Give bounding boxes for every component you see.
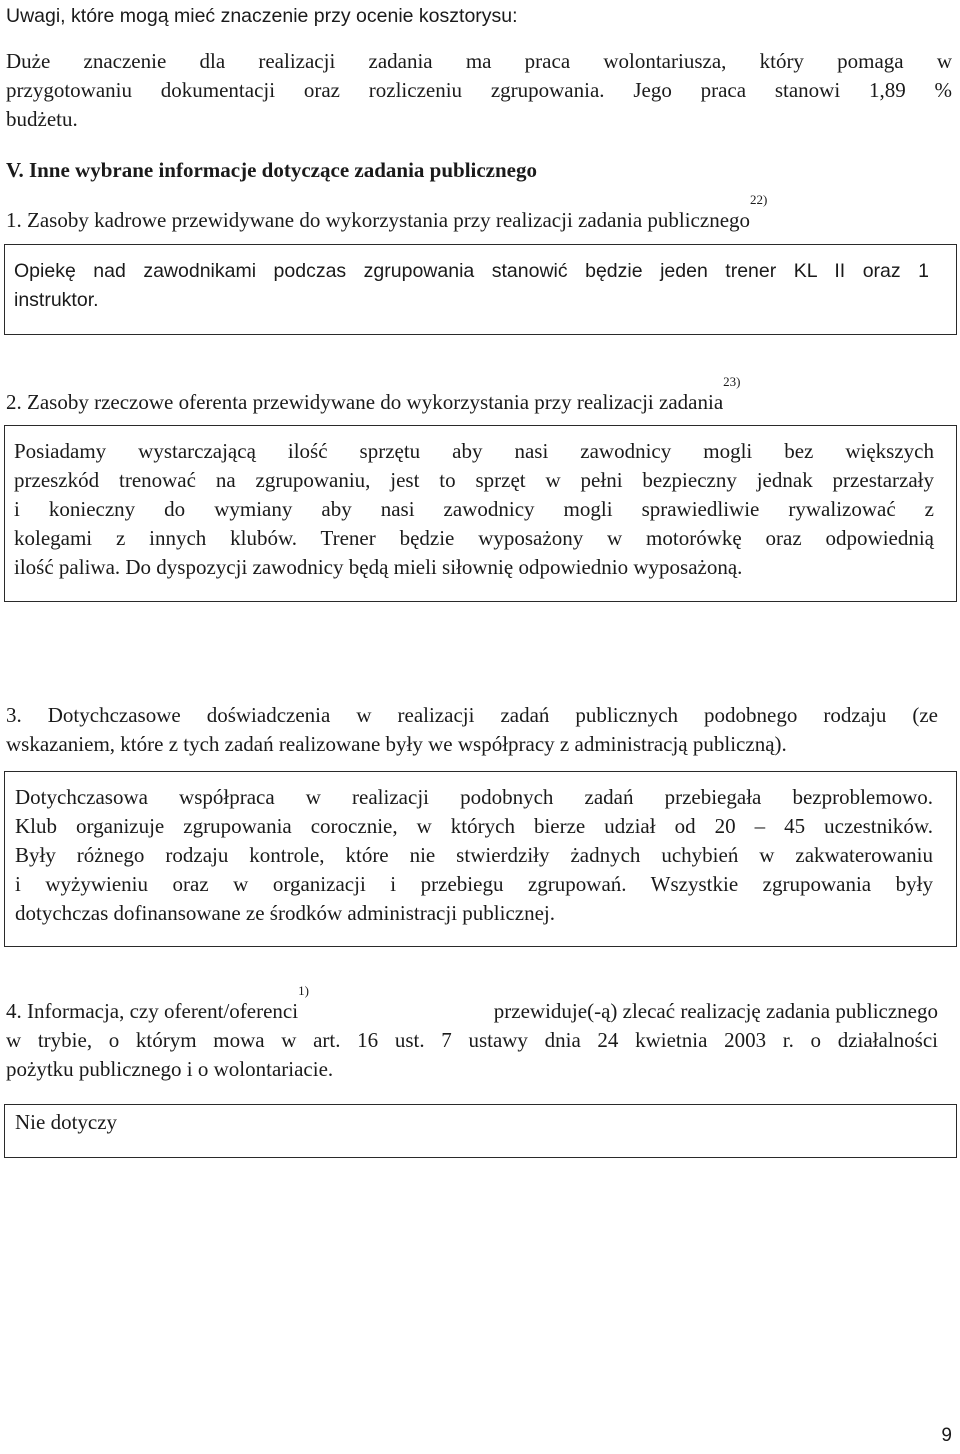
notes-line-1: Duże znaczenie dla realizacji zadania ma praca wolontariusza, który pomaga w [6,49,952,73]
item3-answer-line-2: Klub organizuje zgrupowania corocznie, w których bierze udział od 20 – 45 uczestników. [15,814,933,838]
cost-estimate-notes-heading: Uwagi, które mogą mieć znaczenie przy ocenie kosztorysu: [6,5,518,27]
item2-answer-line-4: kolegami z innych klubów. Trener będzie wyposażony w motorówkę oraz odpowiednią [14,526,934,550]
item3-title-line-1: 3. Dotychczasowe doświadczenia w realizacji zadań publicznych podobnego rodzaju (ze [6,703,938,727]
item4-title-start: 4. Informacja, czy oferent/oferenci [6,999,299,1023]
item4-title-line-1 [6,983,938,1026]
item2-title [6,374,741,417]
item4-title-end: przewiduje(-ą) zlecać realizację zadania publicznego [493,999,938,1023]
item3-answer-line-4: i wyżywieniu oraz w organizacji i przebiegu zgrupowań. Wszystkie zgrupowania były [15,872,933,896]
item3-answer-line-5: dotychczas dofinansowane ze środków administracji publicznej. [15,901,555,925]
item1-footnote: 22) [750,192,768,207]
notes-line-3: budżetu. [6,107,78,131]
item1-answer-line-1: Opiekę nad zawodnikami podczas zgrupowania stanowić będzie jeden trener KL II oraz 1 [14,260,929,282]
item2-footnote: 23) [723,374,741,389]
item2-answer-line-3: i konieczny do wymiany aby nasi zawodnicy mogli sprawiedliwie rywalizować z [14,497,934,521]
item1-answer-box [4,244,957,335]
page-number: 9 [941,1425,952,1446]
item4-answer: Nie dotyczy [15,1110,118,1134]
item3-title-line-2: wskazaniem, które z tych zadań realizowane były we współpracy z administracją publiczną). [6,732,787,756]
item1-title [6,192,768,235]
item3-answer-line-1: Dotychczasowa współpraca w realizacji podobnych zadań przebiegała bezproblemowo. [15,785,933,809]
item3-answer-line-3: Były różnego rodzaju kontrole, które nie stwierdziły żadnych uchybień w zakwaterowaniu [15,843,933,867]
notes-line-2: przygotowaniu dokumentacji oraz rozliczeniu zgrupowania. Jego praca stanowi 1,89 % [6,78,952,102]
item2-answer-box [4,425,957,602]
item2-title-text: 2. Zasoby rzeczowe oferenta przewidywane do wykorzystania przy realizacji zadania [6,390,724,414]
item4-title-line-2: w trybie, o którym mowa w art. 16 ust. 7 ustawy dnia 24 kwietnia 2003 r. o działalności [6,1028,938,1052]
item1-answer-line-2: instruktor. [14,289,99,311]
section-v-title: V. Inne wybrane informacje dotyczące zadania publicznego [6,158,537,182]
item2-answer-line-2: przeszkód trenować na zgrupowaniu, jest to sprzęt w pełni bezpieczny jednak przestarzały [14,468,934,492]
item4-footnote: 1) [298,983,309,998]
item2-answer-line-5: ilość paliwa. Do dyspozycji zawodnicy będą mieli siłownię odpowiednio wyposażoną. [14,555,743,579]
item2-answer-line-1: Posiadamy wystarczającą ilość sprzętu aby nasi zawodnicy mogli bez większych [14,439,934,463]
item1-title-text: 1. Zasoby kadrowe przewidywane do wykorzystania przy realizacji zadania publicznego [6,208,751,232]
item3-answer-box [4,771,957,947]
item4-answer-box [4,1104,957,1158]
item4-title-line-3: pożytku publicznego i o wolontariacie. [6,1057,334,1081]
